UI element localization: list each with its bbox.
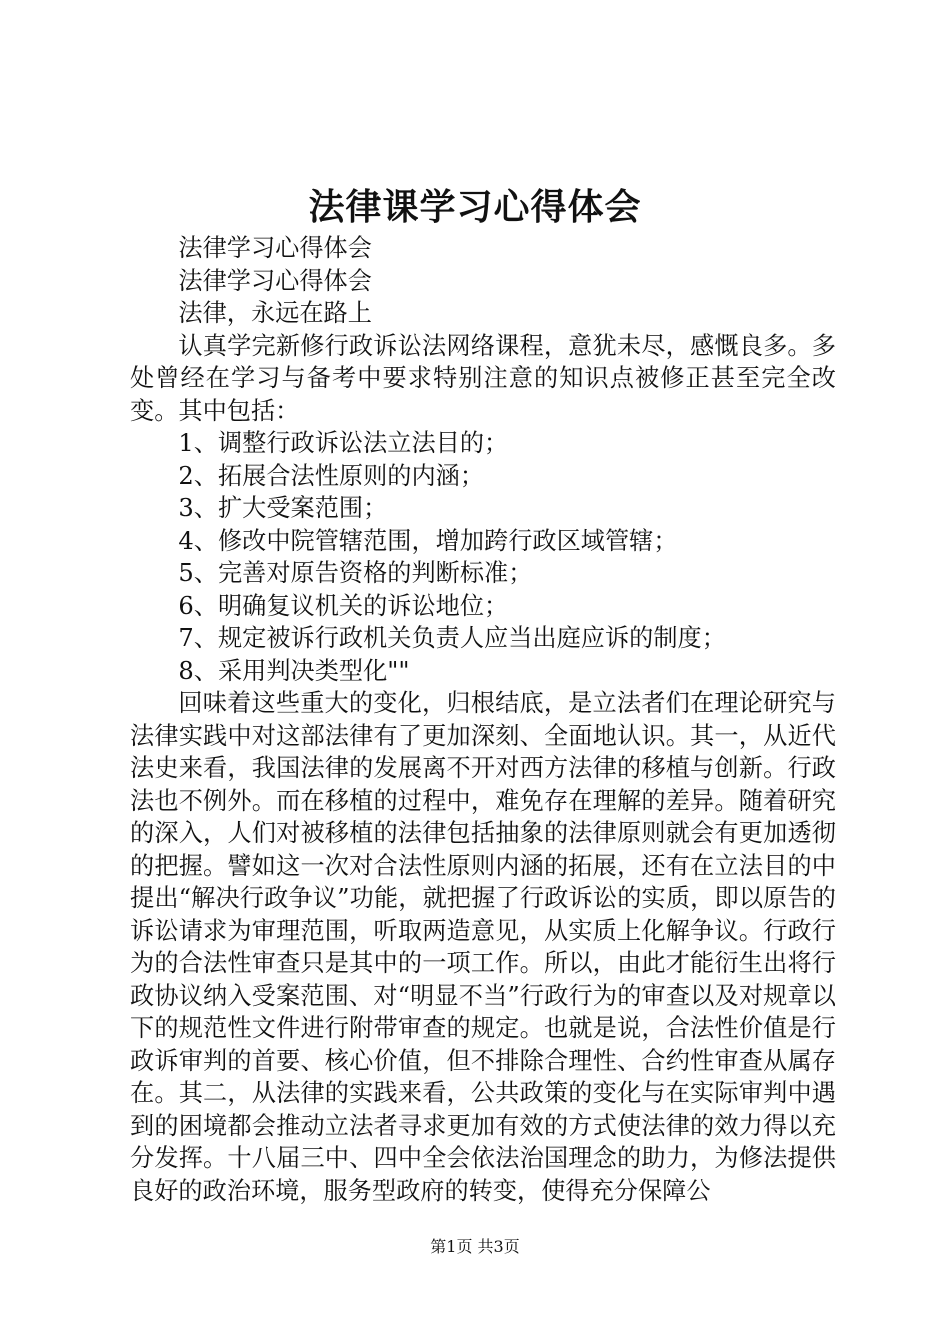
list-item-3: 3、扩大受案范围； (178, 494, 388, 522)
list-item-7: 7、规定被诉行政机关负责人应当出庭应诉的制度； (178, 624, 726, 652)
paragraph-intro: 认真学完新修行政诉讼法网络课程，意犹未尽，感慨良多。多处曾经在学习与备考中要求特别注意的知识点被修正甚至完全改变。其中包括： (130, 331, 836, 425)
paragraph-subtitle-3: 法律，永远在路上 (178, 299, 372, 327)
document-title: 法律课学习心得体会 (308, 187, 642, 228)
page-number-footer: 第1页 共3页 (430, 1237, 520, 1256)
list-item-1: 1、调整行政诉讼法立法目的； (178, 429, 509, 457)
list-item-5: 5、完善对原告资格的判断标准； (178, 559, 533, 587)
list-item-4: 4、修改中院管辖范围，增加跨行政区域管辖； (178, 526, 678, 555)
paragraph-subtitle-1: 法律学习心得体会 (178, 234, 372, 262)
list-item-2: 2、拓展合法性原则的内涵； (178, 461, 485, 490)
list-item-8: 8、采用判决类型化"" (178, 656, 410, 685)
paragraph-subtitle-2: 法律学习心得体会 (178, 266, 372, 295)
document-body (130, 232, 836, 1207)
list-item-6: 6、明确复议机关的诉讼地位； (178, 591, 509, 620)
paragraph-analysis: 回味着这些重大的变化，归根结底，是立法者们在理论研究与法律实践中对这部法律有了更加深刻、全面地认识。其一，从近代法史来看，我国法律的发展离不开对西方法律的移植与创新。行政法也不例外。而在移植的过程中，难免存在理解的差异。随着研究的深入，人们对被移植的法律包括抽象的法律原则就会有更加透彻的把握。譬如这一次对合法性原则内涵的拓展，还有在立法目的中提出“解决行政争议”功能，就把握了行政诉讼的实质，即以原告的诉讼请求为审理范围，听取两造意见，从实质上化解争议。行政行为的合法性审查只是其中的一项工作。所以，由此才能衍生出将行政协议纳入受案范围、对“明显不当”行政行为的审查以及对规章以下的规范性文件进行附带审查的规定。也就是说，合法性价值是行政诉审判的首要、核心价值，但不排除合理性、合约性审查从属存在。其二，从法律的实践来看，公共政策的变化与在实际审判中遇到的困境都会推动立法者寻求更加有效的方式使法律的效力得以充分发挥。十八届三中、四中全会依法治国理念的助力，为修法提供良好的政治环境，服务型政府的转变，使得充分保障公 (130, 689, 836, 1205)
